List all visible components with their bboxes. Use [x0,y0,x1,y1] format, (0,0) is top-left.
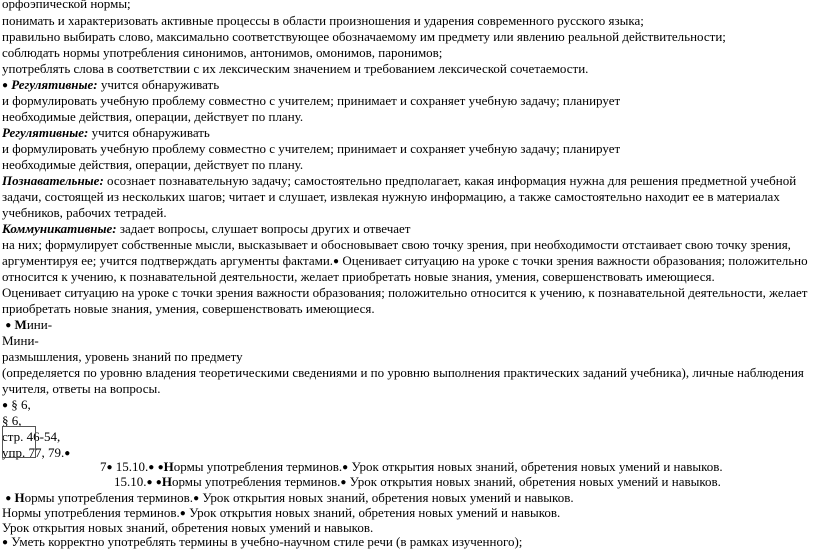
text: правильно выбирать слово, максимально соответствующее обозначаемому им предмету или явлению реальной действительности; [2,29,726,44]
bullet-icon: ● [155,477,162,488]
text-line [2,61,588,78]
text-line [2,333,39,350]
text-line [2,237,791,254]
text: понимать и характеризовать активные процессы в области произношения и ударения современного русского языка; [2,13,644,28]
text: необходимые действия, операции, действует по плану. [2,109,304,124]
text: необходимые действия, операции, действует по плану. [2,157,304,172]
text: ини- [26,317,53,332]
lesson-type: Урок открытия новых знаний, обретения новых умений и навыков. [348,459,723,474]
text-line [2,0,131,13]
bullet-icon: ● [148,462,155,473]
bullet-icon: ● [5,493,12,504]
text: и формулировать учебную проблему совместно с учителем; принимает и сохраняет учебную задачу; планирует [2,93,621,108]
text-line [2,45,442,62]
text-line [2,13,644,30]
text: упр. 77, 79. [2,445,65,460]
bullet-icon: ● [333,256,340,267]
text-line [2,205,167,222]
text: осознает познавательную задачу; самостоятельно предполагает, какая информация нужна для решения предметной учебной [103,173,797,188]
bullet-icon: ● [193,493,200,504]
bullet-icon: ● [342,462,349,473]
text: задает вопросы, слушает вопросы других и отвечает [116,221,411,236]
text: на них; формулирует собственные мысли, высказывает и обосновывает свою точку зрения, при необходимости отстаивает свою точку зрения, [2,237,791,252]
communicative-line [2,221,410,238]
text: Оценивает ситуацию на уроке с точки зрения важности образования; положительно [339,253,808,268]
bullet-icon: ● [157,462,164,473]
bullet-icon: ● [340,477,347,488]
lesson-topic: ормы употребления терминов. [171,474,341,489]
text: аргументируя ее; учится подтверждать аргументы фактами. [2,253,334,268]
text-line [2,301,375,318]
text: учится обнаруживать [88,125,210,140]
text: орфоэпической нормы; [2,0,131,11]
text: Уметь корректно употреблять термины в учебно-научном стиле речи (в рамках изученного); [8,534,523,549]
cognitive-label: Познавательные: [2,173,104,188]
lesson-date: 15.10. [112,459,149,474]
text-line [2,285,807,302]
text-line [2,29,726,46]
lesson-topic: ормы употребления терминов. [173,459,343,474]
bullet-icon: ● [2,400,9,411]
text: (определяется по уровню владения теоретическими сведениями и по уровню выполнения практических заданий учебника), личные наблюдения [2,365,804,380]
text: учителя, ответы на вопросы. [2,381,161,396]
lesson-type: Урок открытия новых знаний, обретения новых умений и навыков. [2,520,374,535]
regulative-line [2,125,210,142]
regulative-label: Регулятивные: [2,125,89,140]
text: Н [14,490,25,505]
bullet-icon: ● [2,80,9,91]
bullet-icon: ● [5,320,12,331]
lesson-number: 7 [100,459,107,474]
text: § 6, [2,413,22,428]
bullet-icon: ● [64,448,71,459]
text: учится обнаруживать [97,77,220,92]
text: Н [161,474,172,489]
text: Оценивает ситуацию на уроке с точки зрения важности образования; положительно относится к учению, к познавательной деятельности, желает [2,285,808,300]
text-line [2,349,243,366]
text-line [2,365,804,382]
lesson-topic: Нормы употребления терминов. [2,505,180,520]
text: употреблять слова в соответствии с их лексическим значением и требованием лексической сочетаемости. [2,61,589,76]
bullet-icon: ● [179,508,186,519]
lesson-date: 15.10. [114,474,147,489]
text: Мини- [2,333,39,348]
text: и формулировать учебную проблему совместно с учителем; принимает и сохраняет учебную задачу; планирует [2,141,621,156]
text-line [2,189,780,206]
text: задачи, состоящей из нескольких шагов; читает и слушает, извлекая нужную информацию, а также самостоятельно находит ее в материалах [2,189,780,204]
bullet-icon: ● [2,537,9,548]
text-line [2,157,303,174]
text-line [2,141,620,158]
table-cell [2,426,36,458]
bullet-icon: ● [146,477,153,488]
bullet-icon: ● [106,462,113,473]
text: относится к учению, к познавательной деятельности, желает приобретать новые знания, умения, совершенствовать имеющиеся. [2,269,715,284]
text: Н [163,459,174,474]
lesson-type: Урок открытия новых знаний, обретения новых умений и навыков. [199,490,574,505]
text: размышления, уровень знаний по предмету [2,349,243,364]
text: стр. 46-54, [2,429,61,444]
lesson-type: Урок открытия новых знаний, обретения новых умений и навыков. [185,505,561,520]
text: М [14,317,27,332]
regulative-label: Регулятивные: [11,77,98,92]
cognitive-line [2,173,796,190]
lesson-type: Урок открытия новых знаний, обретения новых умений и навыков. [346,474,721,489]
text-line [2,381,160,398]
text: соблюдать нормы употребления синонимов, антонимов, омонимов, паронимов; [2,45,443,60]
text: приобретать новые знания, умения, совершенствовать имеющиеся. [2,301,375,316]
communicative-label: Коммуникативные: [2,221,117,236]
text-line [2,109,303,126]
text-line [2,93,620,110]
text: учебников, рабочих тетрадей. [2,205,167,220]
text-line [2,534,522,552]
lesson-topic: ормы употребления терминов. [24,490,194,505]
text: § 6, [11,397,31,412]
text-line [2,269,715,286]
